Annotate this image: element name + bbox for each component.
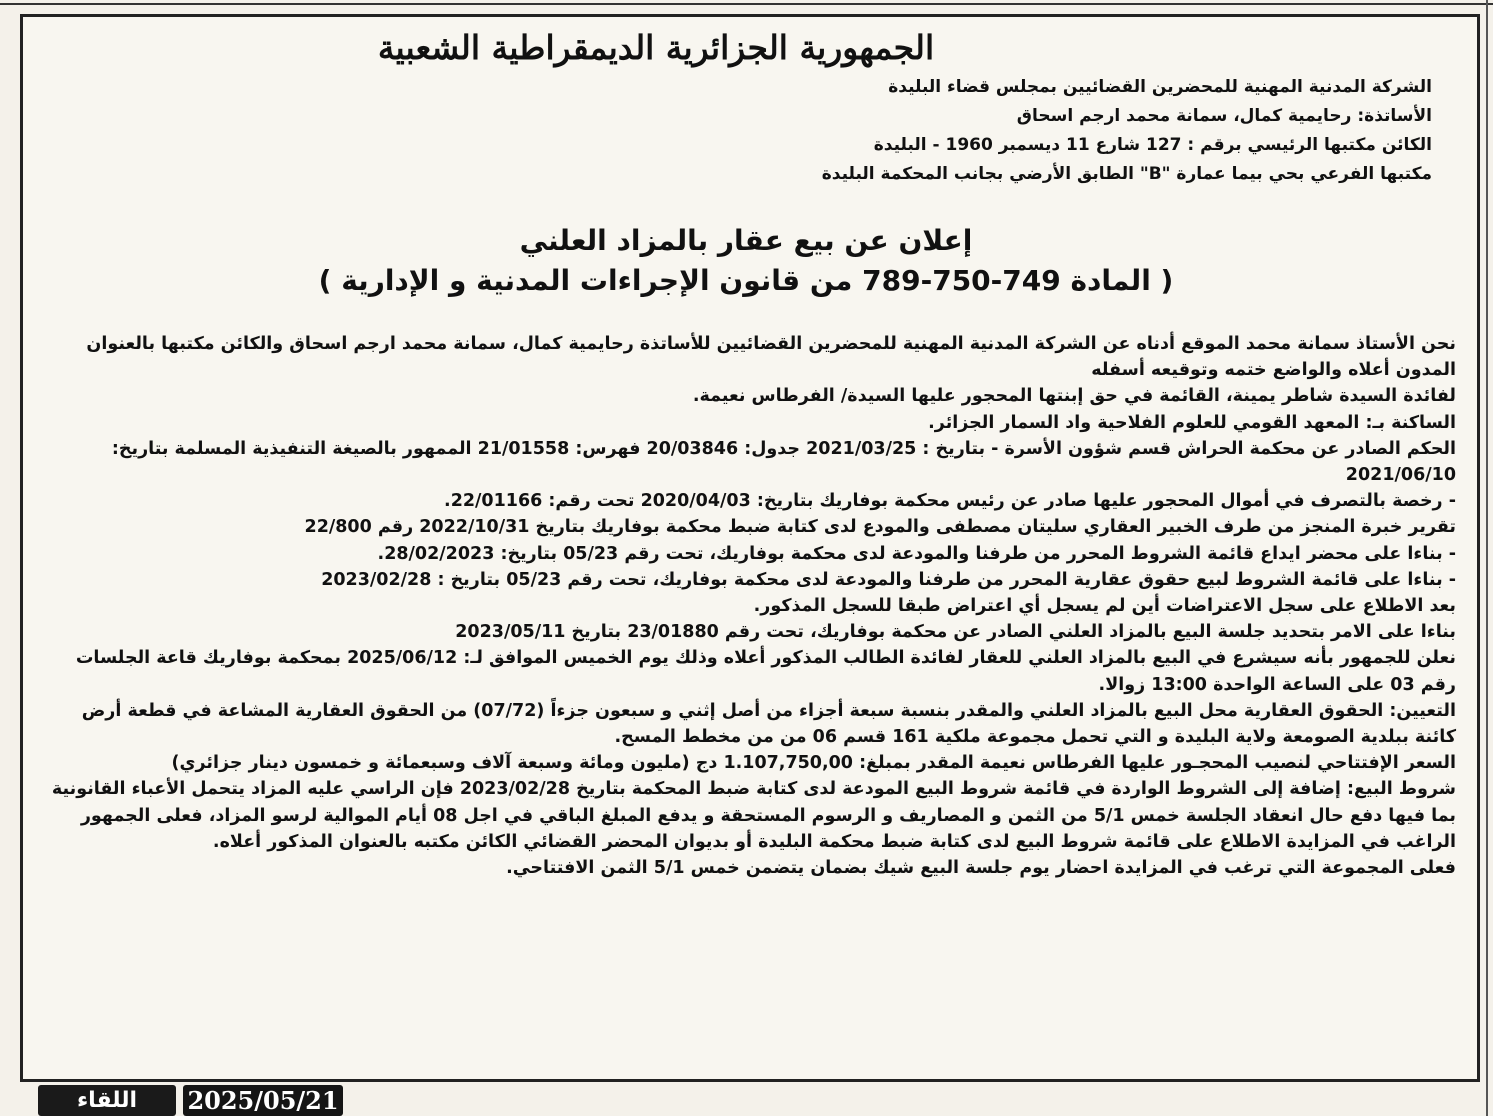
newspaper-name: اللقاء bbox=[38, 1085, 176, 1116]
header-main-office: الكائن مكتبها الرئيسي برقم : 127 شارع 11 ديسمبر 1960 - البليدة bbox=[873, 135, 1432, 155]
top-border-line bbox=[0, 3, 1493, 5]
body-paragraph: الحكم الصادر عن محكمة الحراش قسم شؤون الأسرة - بتاريخ : 2021/03/25 جدول: 20/03846 فهرس: 21/01558 الممهور بالصيغة التنفيذية المسلمة بتاريخ: 2021/06/10 bbox=[111, 438, 1456, 486]
body-paragraph: نحن الأستاذ سمانة محمد الموقع أدناه عن الشركة المدنية المهنية للمحضرين القضائيين للأساتذة رحايمية كمال، سمانة محمد ارجم اسحاق والكائن مكتبها بالعنوان المدون أعلاه والواضع ختمه وتوقيعه أسفله bbox=[86, 334, 1456, 381]
body-paragraph: التعيين: الحقوق العقارية محل البيع بالمزاد العلني والمقدر بنسبة سبعة أجزاء من أصل إثني و سبعون جزءاً (07/72) من الحقوق العقارية المشاعة في قطعة أرض كائنة ببلدية الصومعة ولاية البليدة و التي تحمل مجموعة ملكية 161 قسم 06 من من مخطط المسح. bbox=[81, 700, 1456, 748]
header-company: الشركة المدنية المهنية للمحضرين القضائيين بمجلس قضاء البليدة bbox=[888, 77, 1432, 97]
header-branch-office: مكتبها الفرعي بحي بيما عمارة "B" الطابق الأرضي بجانب المحكمة البليدة bbox=[821, 164, 1432, 184]
body-paragraph: نعلن للجمهور بأنه سيشرع في البيع بالمزاد العلني للعقار لفائدة الطالب المذكور أعلاه وذلك يوم الخميس الموافق لـ: 2025/06/12 بمحكمة بوفاريك قاعة الجلسات رقم 03 على الساعة الواحدة 13:00 زوالا. bbox=[75, 648, 1456, 695]
body-paragraph: - بناءا على محضر ايداع قائمة الشروط المحرر من طرفنا والمودعة لدى محكمة بوفاريك، تحت رقم 05/23 بتاريخ: 28/02/2023. bbox=[377, 543, 1456, 564]
announcement-document bbox=[36, 22, 1456, 881]
right-border-line bbox=[1486, 0, 1488, 1116]
header-bailiffs: الأساتذة: رحايمية كمال، سمانة محمد ارجم اسحاق bbox=[1016, 106, 1432, 126]
body-paragraph: - بناءا على قائمة الشروط لبيع حقوق عقارية المحرر من طرفنا والمودعة لدى محكمة بوفاريك، تحت رقم 05/23 بتاريخ : 2023/02/28 bbox=[321, 569, 1456, 590]
body-paragraph: بعد الاطلاع على سجل الاعتراضات أين لم يسجل أي اعتراض طبقا للسجل المذكور. bbox=[753, 596, 1456, 617]
body-paragraph: السعر الإفتتاحي لنصيب المحجـور عليها الفرطاس نعيمة المقدر بمبلغ: 1.107,750,00 دج (مليون ومائة وسبعة آلاف وسبعمائة و خمسون دينار جزائري) bbox=[171, 753, 1456, 774]
body-paragraph: شروط البيع: إضافة إلى الشروط الواردة في قائمة شروط البيع المودعة لدى كتابة ضبط المحكمة بتاريخ 2023/02/28 فإن الراسي عليه المزاد يتحمل الأعباء القانونية بما فيها دفع حال انعقاد الجلسة خمس 5/1 من الثمن و المصاريف و الرسوم المستحقة و يدفع المبلغ الباقي في اجل 08 أيام الموالية لرسو المزاد، فعلى الجمهور الراغب في المزايدة الاطلاع على قائمة شروط البيع لدى كتابة ضبط محكمة البليدة أو بديوان المحضر القضائي الكائن مكتبه بالعنوان المذكور أعلاه. bbox=[51, 779, 1456, 852]
footer-bar bbox=[38, 1085, 344, 1116]
body-paragraph: - رخصة بالتصرف في أموال المحجور عليها صادر عن رئيس محكمة بوفاريك بتاريخ: 2020/04/03 تحت رقم: 22/01166. bbox=[444, 491, 1456, 512]
announcement-body bbox=[36, 331, 1456, 881]
body-paragraph: بناءا على الامر بتحديد جلسة البيع بالمزاد العلني الصادر عن محكمة بوفاريك، تحت رقم 23/01880 بتاريخ 2023/05/11 bbox=[455, 622, 1456, 643]
body-paragraph: الساكنة بـ: المعهد القومي للعلوم الفلاحية واد السمار الجزائر. bbox=[928, 412, 1456, 433]
body-paragraph: لفائدة السيدة شاطر يمينة، القائمة في حق إبنتها المحجور عليها السيدة/ الفرطاس نعيمة. bbox=[692, 386, 1456, 407]
body-paragraph: فعلى المجموعة التي ترغب في المزايدة احضار يوم جلسة البيع شيك بضمان يتضمن خمس 5/1 الثمن الافتتاحي. bbox=[506, 858, 1456, 879]
republic-heading: الجمهورية الجزائرية الديمقراطية الشعبية bbox=[377, 28, 935, 67]
announcement-title: إعلان عن بيع عقار بالمزاد العلني bbox=[519, 224, 973, 257]
publication-date: 2025/05/21 bbox=[183, 1085, 343, 1116]
announcement-subtitle: ( المادة 749-750-789 من قانون الإجراءات المدنية و الإدارية ) bbox=[318, 264, 1174, 297]
body-paragraph: تقرير خبرة المنجز من طرف الخبير العقاري سليتان مصطفى والمودع لدى كتابة ضبط محكمة بوفاريك بتاريخ 2022/10/31 رقم 22/800 bbox=[304, 517, 1456, 538]
